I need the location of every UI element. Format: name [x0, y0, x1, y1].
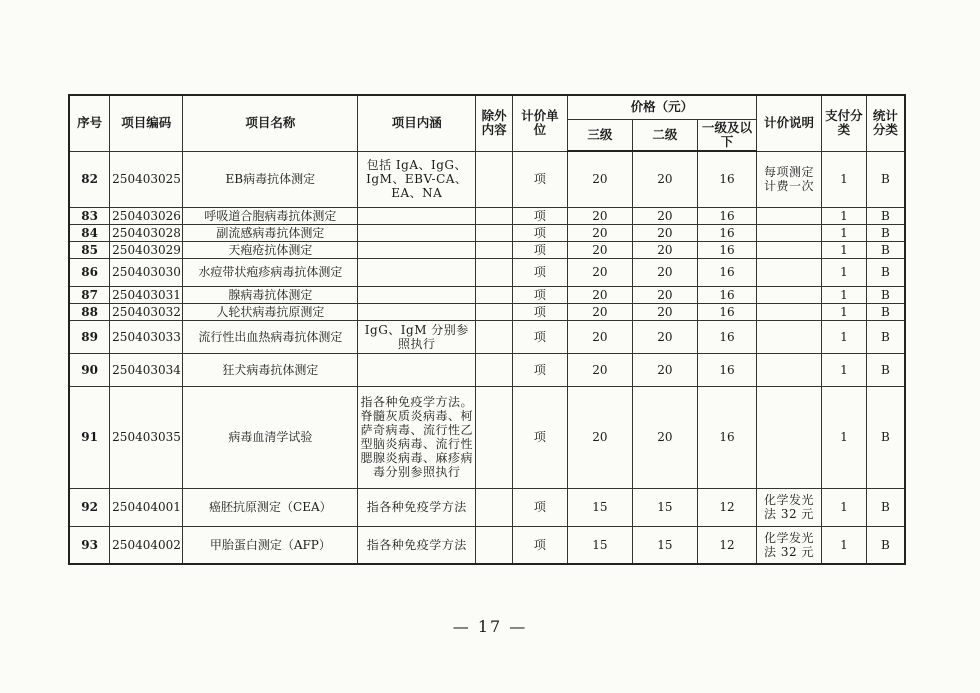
row-unit: 项 — [512, 353, 567, 386]
row-seq: 92 — [69, 488, 110, 526]
row-excluded — [476, 286, 513, 303]
row-content — [358, 303, 476, 320]
row-price-level1: 16 — [697, 353, 756, 386]
row-payment: 1 — [822, 320, 867, 353]
row-stat: B — [866, 526, 905, 564]
row-pricing-note — [756, 353, 821, 386]
row-code: 250403029 — [110, 241, 183, 258]
header-payment: 支付分类 — [822, 95, 867, 151]
row-price-level2: 20 — [632, 286, 697, 303]
row-name: 癌胚抗原测定（CEA） — [183, 488, 358, 526]
row-code: 250403026 — [110, 207, 183, 224]
table-row — [69, 286, 905, 303]
row-seq: 90 — [69, 353, 110, 386]
row-code: 250403032 — [110, 303, 183, 320]
row-pricing-note — [756, 286, 821, 303]
row-price-level1: 12 — [697, 526, 756, 564]
row-name: 副流感病毒抗体测定 — [183, 224, 358, 241]
row-content: IgG、IgM 分别参照执行 — [358, 320, 476, 353]
row-payment: 1 — [822, 258, 867, 286]
row-pricing-note: 化学发光法 32 元 — [756, 526, 821, 564]
row-content — [358, 241, 476, 258]
row-seq: 91 — [69, 386, 110, 488]
row-price-level3: 20 — [567, 353, 632, 386]
row-name: 呼吸道合胞病毒抗体测定 — [183, 207, 358, 224]
row-seq: 85 — [69, 241, 110, 258]
table-row — [69, 258, 905, 286]
page-number: — 17 — — [452, 617, 528, 636]
row-stat: B — [866, 303, 905, 320]
row-unit: 项 — [512, 526, 567, 564]
row-stat: B — [866, 320, 905, 353]
row-content: 指各种免疫学方法 — [358, 526, 476, 564]
row-price-level1: 16 — [697, 303, 756, 320]
row-unit: 项 — [512, 320, 567, 353]
row-pricing-note: 化学发光法 32 元 — [756, 488, 821, 526]
row-payment: 1 — [822, 151, 867, 207]
row-excluded — [476, 526, 513, 564]
row-excluded — [476, 353, 513, 386]
row-name: 甲胎蛋白测定（AFP） — [183, 526, 358, 564]
row-seq: 87 — [69, 286, 110, 303]
table-row — [69, 488, 905, 526]
row-pricing-note — [756, 386, 821, 488]
table-row — [69, 353, 905, 386]
row-price-level3: 20 — [567, 224, 632, 241]
row-price-level2: 20 — [632, 353, 697, 386]
row-price-level2: 20 — [632, 224, 697, 241]
header-price: 价格（元） — [567, 95, 756, 119]
row-code: 250403031 — [110, 286, 183, 303]
row-price-level2: 20 — [632, 207, 697, 224]
row-price-level2: 20 — [632, 241, 697, 258]
row-content — [358, 207, 476, 224]
row-price-level1: 16 — [697, 224, 756, 241]
header-unit: 计价单位 — [512, 95, 567, 151]
row-pricing-note — [756, 207, 821, 224]
row-seq: 86 — [69, 258, 110, 286]
table-row — [69, 241, 905, 258]
header-level1: 一级及以下 — [697, 119, 756, 151]
row-excluded — [476, 241, 513, 258]
table-row — [69, 303, 905, 320]
row-stat: B — [866, 386, 905, 488]
row-content — [358, 353, 476, 386]
row-unit: 项 — [512, 488, 567, 526]
row-payment: 1 — [822, 303, 867, 320]
header-code: 项目编码 — [110, 95, 183, 151]
row-seq: 84 — [69, 224, 110, 241]
row-unit: 项 — [512, 286, 567, 303]
row-seq: 93 — [69, 526, 110, 564]
row-name: 腺病毒抗体测定 — [183, 286, 358, 303]
table-body — [69, 151, 905, 564]
table-row — [69, 207, 905, 224]
row-name: 人轮状病毒抗原测定 — [183, 303, 358, 320]
row-unit: 项 — [512, 303, 567, 320]
row-code: 250403034 — [110, 353, 183, 386]
row-payment: 1 — [822, 207, 867, 224]
row-pricing-note — [756, 320, 821, 353]
row-code: 250403030 — [110, 258, 183, 286]
row-stat: B — [866, 241, 905, 258]
row-price-level1: 16 — [697, 151, 756, 207]
header-seq: 序号 — [69, 95, 110, 151]
row-payment: 1 — [822, 286, 867, 303]
row-seq: 89 — [69, 320, 110, 353]
header-name: 项目名称 — [183, 95, 358, 151]
row-price-level1: 12 — [697, 488, 756, 526]
row-price-level2: 20 — [632, 151, 697, 207]
row-payment: 1 — [822, 526, 867, 564]
table-row — [69, 386, 905, 488]
row-price-level3: 20 — [567, 320, 632, 353]
row-seq: 82 — [69, 151, 110, 207]
row-price-level3: 20 — [567, 303, 632, 320]
row-excluded — [476, 224, 513, 241]
row-excluded — [476, 258, 513, 286]
header-pricing-note: 计价说明 — [756, 95, 821, 151]
row-stat: B — [866, 224, 905, 241]
row-price-level3: 20 — [567, 258, 632, 286]
row-payment: 1 — [822, 224, 867, 241]
row-price-level1: 16 — [697, 258, 756, 286]
row-code: 250403035 — [110, 386, 183, 488]
row-pricing-note — [756, 241, 821, 258]
row-price-level3: 20 — [567, 286, 632, 303]
row-price-level2: 15 — [632, 488, 697, 526]
row-content — [358, 258, 476, 286]
row-unit: 项 — [512, 207, 567, 224]
row-price-level2: 20 — [632, 320, 697, 353]
row-unit: 项 — [512, 258, 567, 286]
row-content — [358, 224, 476, 241]
table-row — [69, 320, 905, 353]
row-code: 250403028 — [110, 224, 183, 241]
row-content — [358, 286, 476, 303]
table-row — [69, 526, 905, 564]
row-payment: 1 — [822, 488, 867, 526]
row-content: 包括 IgA、IgG、IgM、EBV-CA、EA、NA — [358, 151, 476, 207]
row-unit: 项 — [512, 241, 567, 258]
row-code: 250403025 — [110, 151, 183, 207]
header-excluded: 除外内容 — [476, 95, 513, 151]
row-excluded — [476, 303, 513, 320]
row-price-level1: 16 — [697, 286, 756, 303]
row-pricing-note — [756, 224, 821, 241]
row-stat: B — [866, 286, 905, 303]
row-price-level1: 16 — [697, 320, 756, 353]
row-price-level2: 20 — [632, 386, 697, 488]
fee-schedule-table — [68, 94, 906, 565]
row-seq: 83 — [69, 207, 110, 224]
row-price-level3: 20 — [567, 151, 632, 207]
row-price-level3: 20 — [567, 207, 632, 224]
row-code: 250404001 — [110, 488, 183, 526]
row-price-level1: 16 — [697, 386, 756, 488]
row-stat: B — [866, 353, 905, 386]
row-price-level3: 20 — [567, 386, 632, 488]
row-pricing-note: 每项测定计费一次 — [756, 151, 821, 207]
row-seq: 88 — [69, 303, 110, 320]
row-name: 病毒血清学试验 — [183, 386, 358, 488]
row-price-level3: 15 — [567, 488, 632, 526]
row-payment: 1 — [822, 386, 867, 488]
table-row — [69, 224, 905, 241]
row-stat: B — [866, 488, 905, 526]
row-price-level3: 20 — [567, 241, 632, 258]
row-code: 250404002 — [110, 526, 183, 564]
row-excluded — [476, 320, 513, 353]
row-pricing-note — [756, 303, 821, 320]
row-payment: 1 — [822, 241, 867, 258]
table-row — [69, 151, 905, 207]
header-stat: 统计分类 — [866, 95, 905, 151]
row-excluded — [476, 207, 513, 224]
row-name: 水痘带状疱疹病毒抗体测定 — [183, 258, 358, 286]
row-content: 指各种免疫学方法。脊髓灰质炎病毒、柯萨奇病毒、流行性乙型脑炎病毒、流行性腮腺炎病毒、麻疹病毒分别参照执行 — [358, 386, 476, 488]
row-code: 250403033 — [110, 320, 183, 353]
row-excluded — [476, 488, 513, 526]
row-pricing-note — [756, 258, 821, 286]
header-level2: 二级 — [632, 119, 697, 151]
row-price-level2: 20 — [632, 258, 697, 286]
row-content: 指各种免疫学方法 — [358, 488, 476, 526]
row-name: 狂犬病毒抗体测定 — [183, 353, 358, 386]
row-price-level3: 15 — [567, 526, 632, 564]
row-price-level1: 16 — [697, 207, 756, 224]
row-unit: 项 — [512, 386, 567, 488]
row-payment: 1 — [822, 353, 867, 386]
row-stat: B — [866, 151, 905, 207]
row-unit: 项 — [512, 224, 567, 241]
row-excluded — [476, 151, 513, 207]
row-name: 天疱疮抗体测定 — [183, 241, 358, 258]
row-price-level2: 15 — [632, 526, 697, 564]
header-content: 项目内涵 — [358, 95, 476, 151]
row-stat: B — [866, 258, 905, 286]
row-price-level1: 16 — [697, 241, 756, 258]
row-name: 流行性出血热病毒抗体测定 — [183, 320, 358, 353]
table-header — [69, 95, 905, 151]
row-price-level2: 20 — [632, 303, 697, 320]
row-unit: 项 — [512, 151, 567, 207]
row-stat: B — [866, 207, 905, 224]
row-name: EB病毒抗体测定 — [183, 151, 358, 207]
row-excluded — [476, 386, 513, 488]
header-level3: 三级 — [567, 119, 632, 151]
